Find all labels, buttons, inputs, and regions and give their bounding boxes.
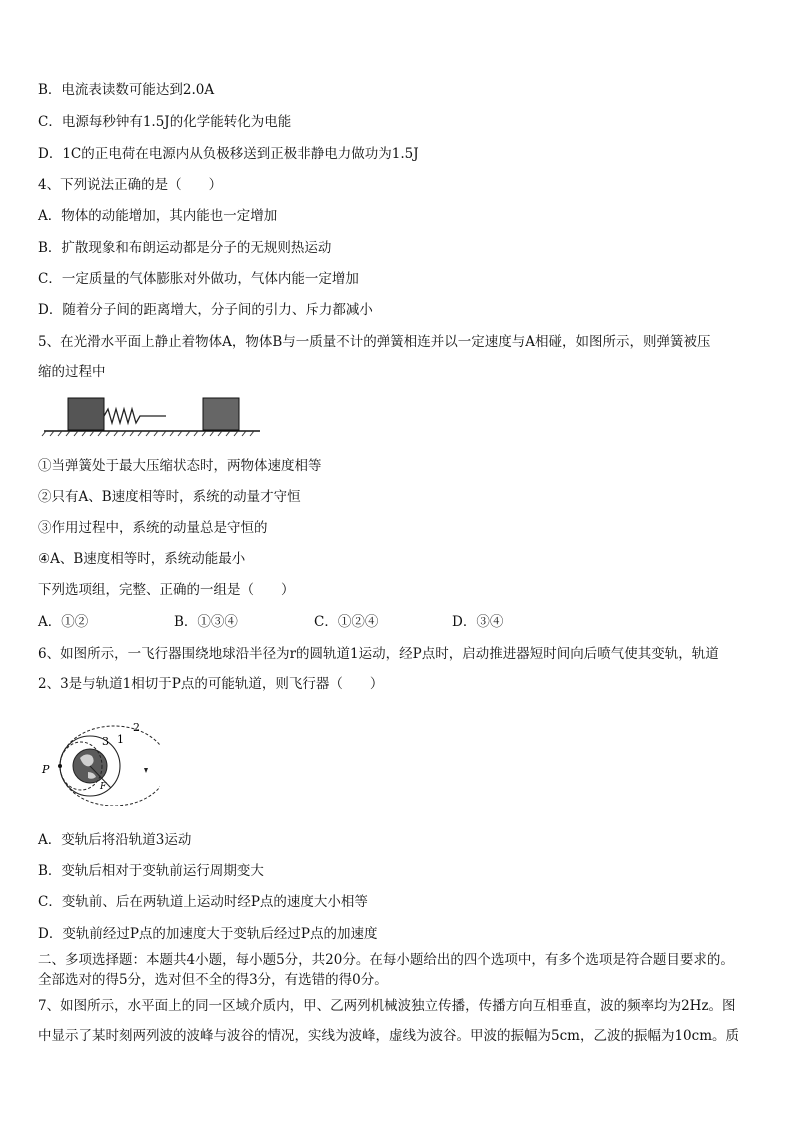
point-p <box>58 764 62 768</box>
orbit-label-3: 3 <box>102 735 109 748</box>
block-b <box>68 398 104 430</box>
orbit-label-1: 1 <box>117 733 124 746</box>
q6-stem-line2: 2、3是与轨道1相切于P点的可能轨道，则飞行器（ ） <box>38 676 384 692</box>
q6-option-c: C．变轨前、后在两轨道上运动时经P点的速度大小相等 <box>38 894 368 910</box>
q5-stem-line1: 5、在光滑水平面上静止着物体A，物体B与一质量不计的弹簧相连并以一定速度与A相碰，如图所示，则弹簧被压 <box>38 334 711 350</box>
block-a <box>203 398 239 430</box>
q5-statement-3: ③作用过程中，系统的动量总是守恒的 <box>38 520 268 536</box>
section2-header-line2: 全部选对的得5分，选对但不全的得3分，有选错的得0分。 <box>38 972 388 988</box>
point-p-label: P <box>42 763 50 776</box>
q6-option-b: B．变轨后相对于变轨前运行周期变大 <box>38 863 264 879</box>
q4-option-a: A．物体的动能增加，其内能也一定增加 <box>38 208 278 224</box>
q3-option-c: C．电源每秒钟有1.5J的化学能转化为电能 <box>38 114 292 130</box>
q7-stem-line1: 7、如图所示，水平面上的同一区域介质内，甲、乙两列机械波独立传播，传播方向互相垂直，波的频率均为2Hz。图 <box>38 998 736 1014</box>
q5-option-a: A．①② <box>38 614 89 630</box>
q3-option-d: D．1C的正电荷在电源内从负极移送到正极非静电力做功为1.5J <box>38 146 419 162</box>
q4-option-d: D．随着分子间的距离增大，分子间的引力、斥力都减小 <box>38 302 373 318</box>
q5-stem-line2: 缩的过程中 <box>38 364 106 380</box>
label-f: F <box>100 782 107 792</box>
q5-option-c: C．①②④ <box>314 614 379 630</box>
q5-option-d: D．③④ <box>452 614 504 630</box>
q5-statement-1: ①当弹簧处于最大压缩状态时，两物体速度相等 <box>38 458 322 474</box>
q4-option-c: C．一定质量的气体膨胀对外做功，气体内能一定增加 <box>38 271 359 287</box>
q6-stem-line1: 6、如图所示，一飞行器围绕地球沿半径为r的圆轨道1运动，经P点时，启动推进器短时间向后喷气使其变轨，轨道 <box>38 646 719 662</box>
q4-option-b: B．扩散现象和布朗运动都是分子的无规则热运动 <box>38 240 332 256</box>
spring <box>104 409 166 423</box>
orbit-label-2: 2 <box>133 721 140 734</box>
q3-option-b: B．电流表读数可能达到2.0A <box>38 82 215 98</box>
q6-option-d: D．变轨前经过P点的加速度大于变轨后经过P点的加速度 <box>38 926 378 942</box>
spring-blocks-figure <box>40 394 264 440</box>
orbit-figure <box>36 716 160 806</box>
q5-options <box>38 612 758 632</box>
section2-header-line1: 二、多项选择题：本题共4小题，每小题5分，共20分。在每小题给出的四个选项中，有多个选项是符合题目要求的。 <box>38 952 734 968</box>
q6-option-a: A．变轨后将沿轨道3运动 <box>38 832 192 848</box>
q5-statement-2: ②只有A、B速度相等时，系统的动量才守恒 <box>38 489 301 505</box>
q5-prompt: 下列选项组，完整、正确的一组是（ ） <box>38 582 295 598</box>
q7-stem-line2: 中显示了某时刻两列波的波峰与波谷的情况，实线为波峰，虚线为波谷。甲波的振幅为5cm，乙波的振幅为10cm。质 <box>38 1028 739 1044</box>
q5-statement-4: ④A、B速度相等时，系统动能最小 <box>38 551 246 567</box>
q5-option-b: B．①③④ <box>174 614 238 630</box>
q4-stem: 4、下列说法正确的是（ ） <box>38 177 223 193</box>
